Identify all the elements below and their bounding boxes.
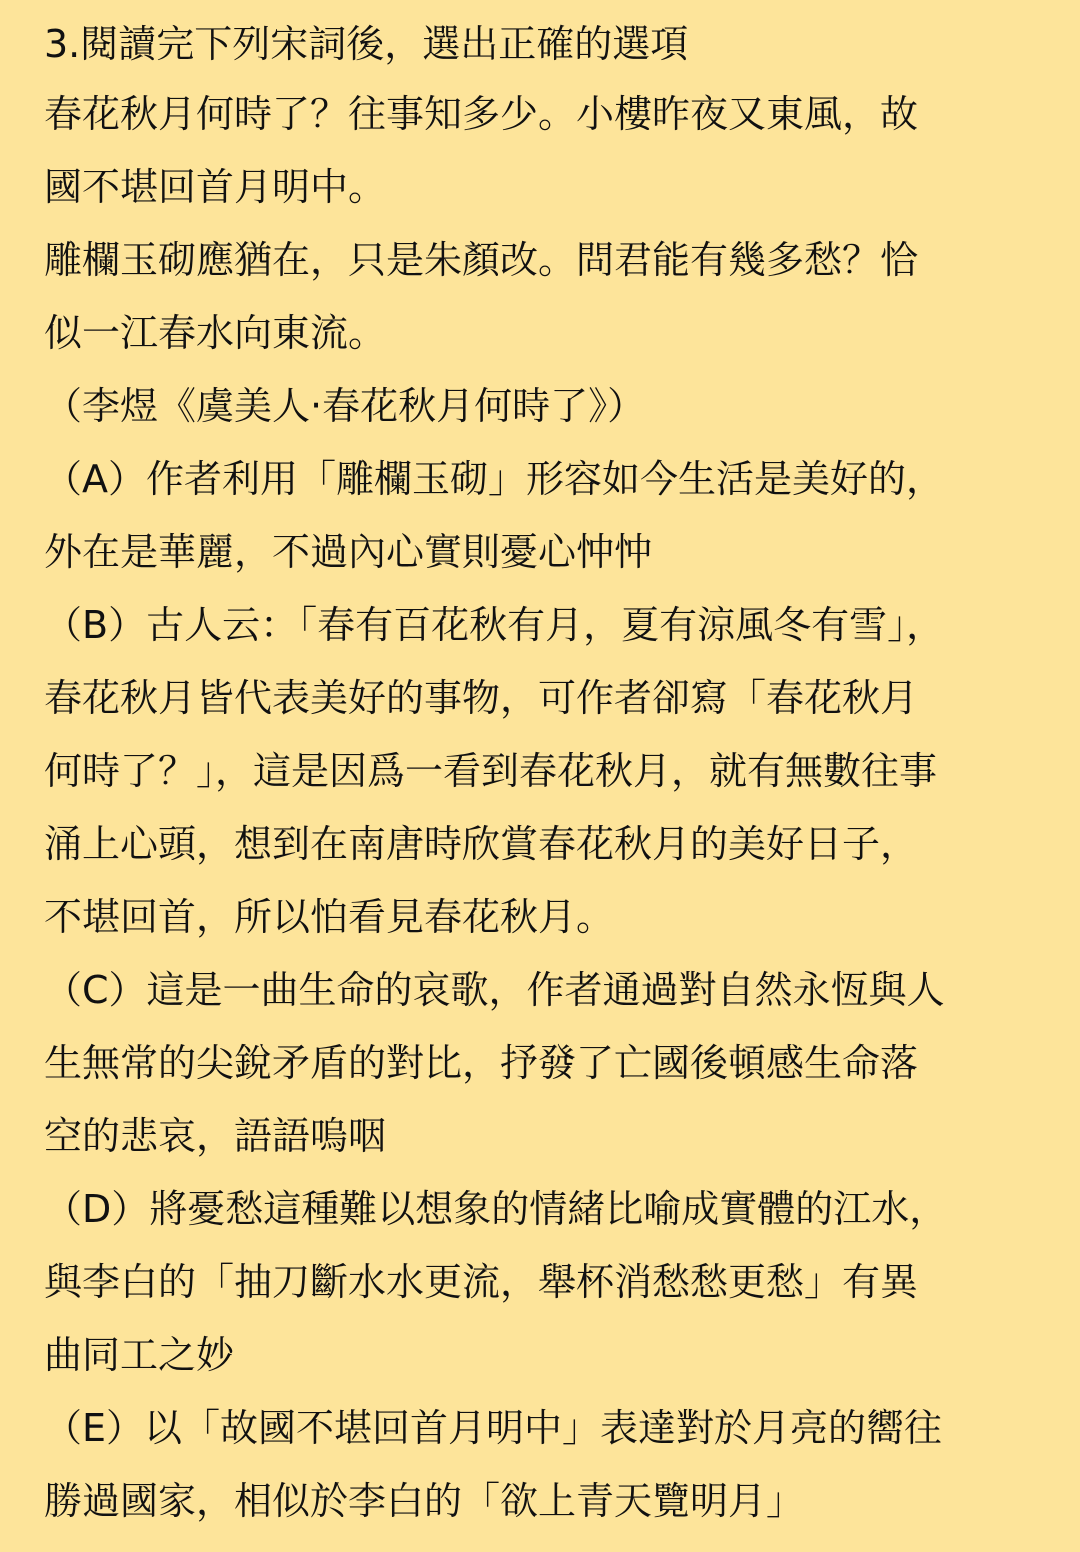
- option-b-line-5: 不堪回首，所以怕看見春花秋月。: [44, 895, 615, 939]
- option-a-line-2: 外在是華麗，不過內心實則憂心忡忡: [44, 530, 653, 574]
- option-c-line-1: （C）這是一曲生命的哀歌，作者通過對自然永恆與人: [44, 968, 945, 1012]
- option-d-line-3: 曲同工之妙: [44, 1333, 235, 1377]
- option-e-line-1: （E）以「故國不堪回首月明中」表達對於月亮的嚮往: [44, 1406, 943, 1450]
- option-b-line-2: 春花秋月皆代表美好的事物，可作者卻寫「春花秋月: [44, 676, 919, 720]
- option-e-line-2: 勝過國家，相似於李白的「欲上青天覽明月」: [44, 1479, 805, 1523]
- option-c-line-2: 生無常的尖銳矛盾的對比，抒發了亡國後頓感生命落: [44, 1041, 919, 1085]
- option-a-line-1: （A）作者利用「雕欄玉砌」形容如今生活是美好的，: [44, 457, 944, 501]
- poem-line-2: 國不堪回首月明中。: [44, 165, 387, 209]
- poem-source: （李煜《虞美人‧春花秋月何時了》）: [44, 384, 646, 428]
- poem-line-1: 春花秋月何時了？往事知多少。小樓昨夜又東風，故: [44, 92, 919, 136]
- poem-line-3: 雕欄玉砌應猶在，只是朱顏改。問君能有幾多愁？恰: [44, 238, 919, 282]
- option-d-line-1: （D）將憂愁這種難以想象的情緒比喻成實體的江水，: [44, 1187, 948, 1231]
- option-c-line-3: 空的悲哀，語語嗚咽: [44, 1114, 387, 1158]
- option-b-line-3: 何時了？」，這是因爲一看到春花秋月，就有無數往事: [44, 749, 938, 793]
- option-d-line-2: 與李白的「抽刀斷水水更流，舉杯消愁愁更愁」有異: [44, 1260, 919, 1304]
- poem-line-4: 似一江春水向東流。: [44, 311, 387, 355]
- option-b-line-4: 涌上心頭，想到在南唐時欣賞春花秋月的美好日子，: [44, 822, 919, 866]
- question-title: 3.閱讀完下列宋詞後，選出正確的選項: [44, 22, 689, 66]
- option-b-line-1: （B）古人云：「春有百花秋有月，夏有涼風冬有雪」，: [44, 603, 945, 647]
